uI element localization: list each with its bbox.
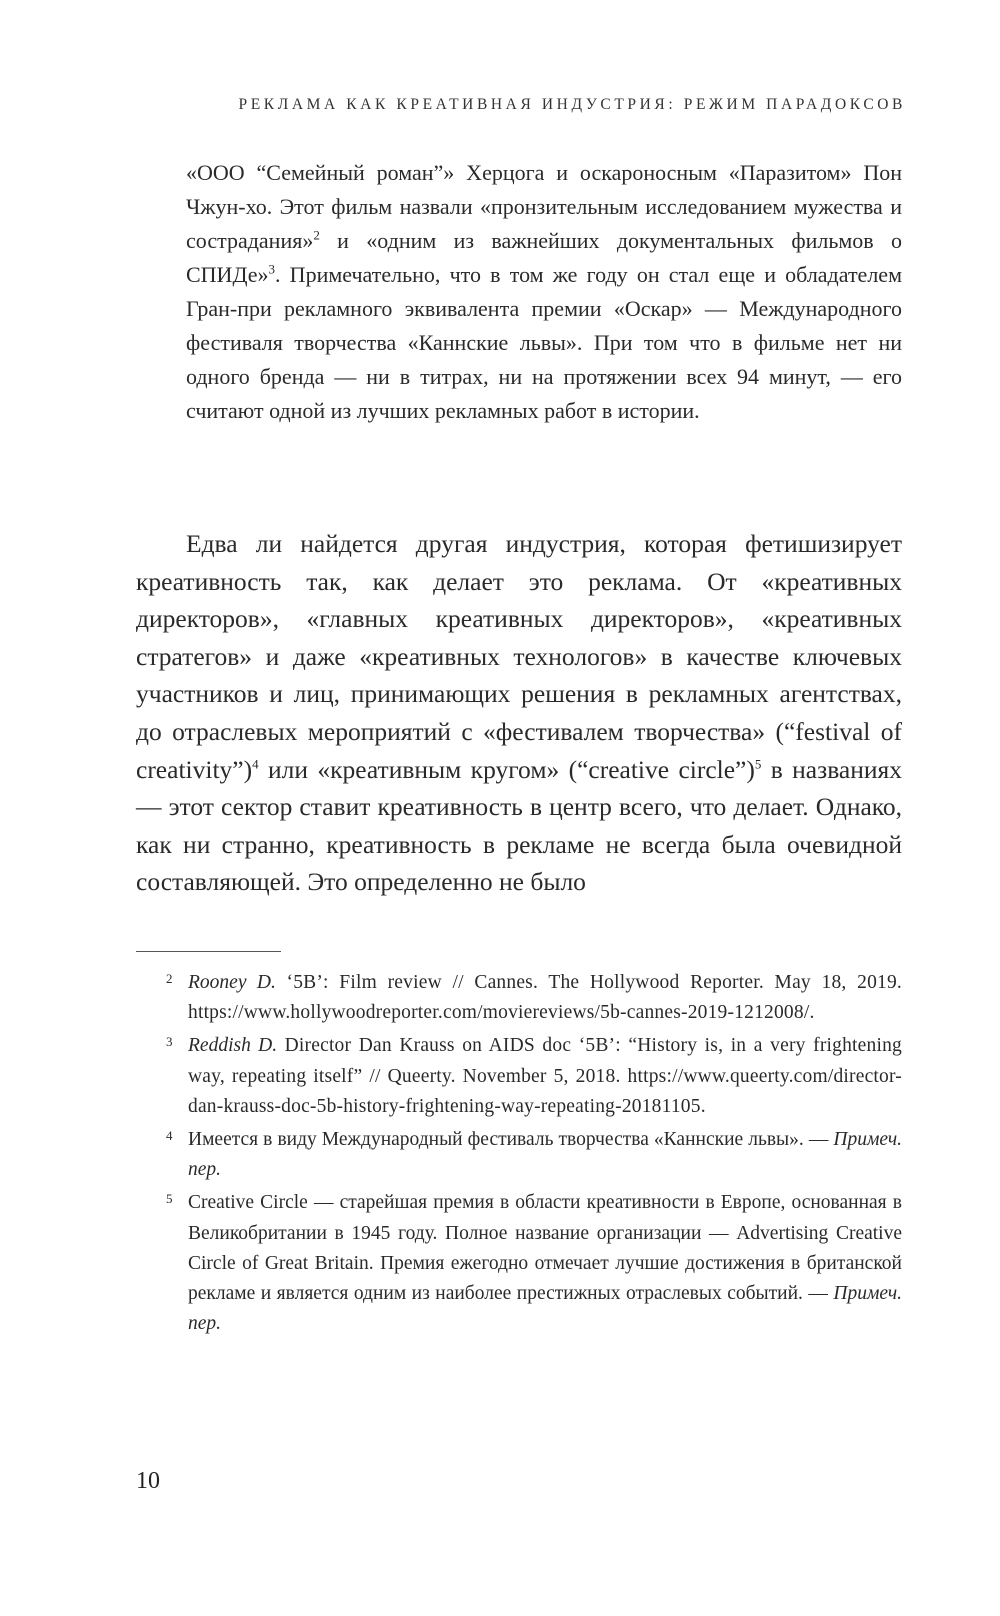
text-span: в названиях — этот сектор ставит креативность в центр всего, что делает. Однако, как ни странно, креативность в рекламе не всегда была очевидной составляющей. Это определенно не было	[136, 754, 902, 897]
footnote-text: ‘5B’: Film review // Cannes. The Hollywood Reporter. May 18, 2019. https://www.hollywoodreporter.com/moviereviews/5b-cannes-2019-1212008/.	[188, 972, 902, 1024]
footnote-5	[136, 1188, 902, 1339]
text-span: Едва ли найдется другая индустрия, которая фетишизирует креативность так, как делает это реклама. От «креативных директоров», «главных креативных директоров», «креативных стратегов» и даже «креативных технологов» в качестве ключевых участников и лиц, принимающих решения в рекламных агентствах, до отраслевых мероприятий с «фестивалем творчества» (“festival of creativity”)	[136, 529, 902, 784]
footnote-4	[136, 1125, 902, 1185]
footnote-number: 4	[166, 1128, 173, 1144]
footnote-text: Creative Circle — старейшая премия в области креативности в Европе, основанная в Великобритании в 1945 году. Полное название организации — Advertising Creative Circle of Great Britain. Премия ежегодно отмечает лучшие достижения в британской рекламе и является одним из наиболее престижных отраслевых событий. —	[188, 1192, 902, 1305]
text-span: . Примечательно, что в том же году он стал еще и обладателем Гран-при рекламного эквивалента премии «Оскар» — Международного фестиваля творчества «Каннские львы». При том что в фильме нет ни одного бренда — ни в титрах, ни на протяжении всех 94 минут, — его считают одной из лучших рекламных работ в истории.	[186, 262, 902, 423]
text-span: и «одним из важнейших документальных фильмов о СПИДе»	[186, 228, 902, 287]
footnote-number: 2	[166, 971, 173, 986]
footnote-ref-4[interactable]: 4	[252, 756, 259, 772]
footnote-number: 3	[166, 1034, 173, 1050]
footnote-ref-2[interactable]: 2	[313, 227, 320, 243]
main-paragraph	[136, 525, 902, 901]
translator-note: Примеч. пер.	[188, 1283, 902, 1335]
page-number: 10	[136, 1468, 160, 1494]
footnote-3	[136, 1031, 902, 1122]
footnote-number: 5	[166, 1191, 173, 1207]
text-span: или «креативным кругом» (“creative circle”)	[258, 754, 755, 784]
footnote-text: Director Dan Krauss on AIDS doc ‘5B’: “History is, in a very frightening way, repeating itself” // Queerty. November 5, 2018. https://www.queerty.com/director-dan-krauss-doc-5b-history-frightening-way-repeating-20181105.	[188, 1035, 902, 1117]
footnotes	[136, 968, 902, 1342]
footnote-divider	[136, 951, 281, 952]
text-span: «ООО “Семейный роман”» Херцога и оскароносным «Паразитом» Пон Чжун-хо. Этот фильм назвали «пронзительным исследованием мужества и сострадания»	[186, 160, 902, 253]
footnote-author: Reddish D.	[188, 1035, 278, 1057]
running-head: РЕКЛАМА КАК КРЕАТИВНАЯ ИНДУСТРИЯ: РЕЖИМ ПАРАДОКСОВ	[238, 96, 906, 113]
footnote-text: Имеется в виду Международный фестиваль творчества «Каннские львы». —	[188, 1129, 834, 1151]
footnote-author: Rooney D.	[188, 972, 276, 993]
footnote-2	[136, 968, 902, 1028]
film-description-paragraph	[186, 156, 902, 428]
footnote-ref-5[interactable]: 5	[754, 756, 762, 772]
footnote-ref-3[interactable]: 3	[268, 261, 275, 277]
translator-note: Примеч. пер.	[188, 1129, 902, 1181]
